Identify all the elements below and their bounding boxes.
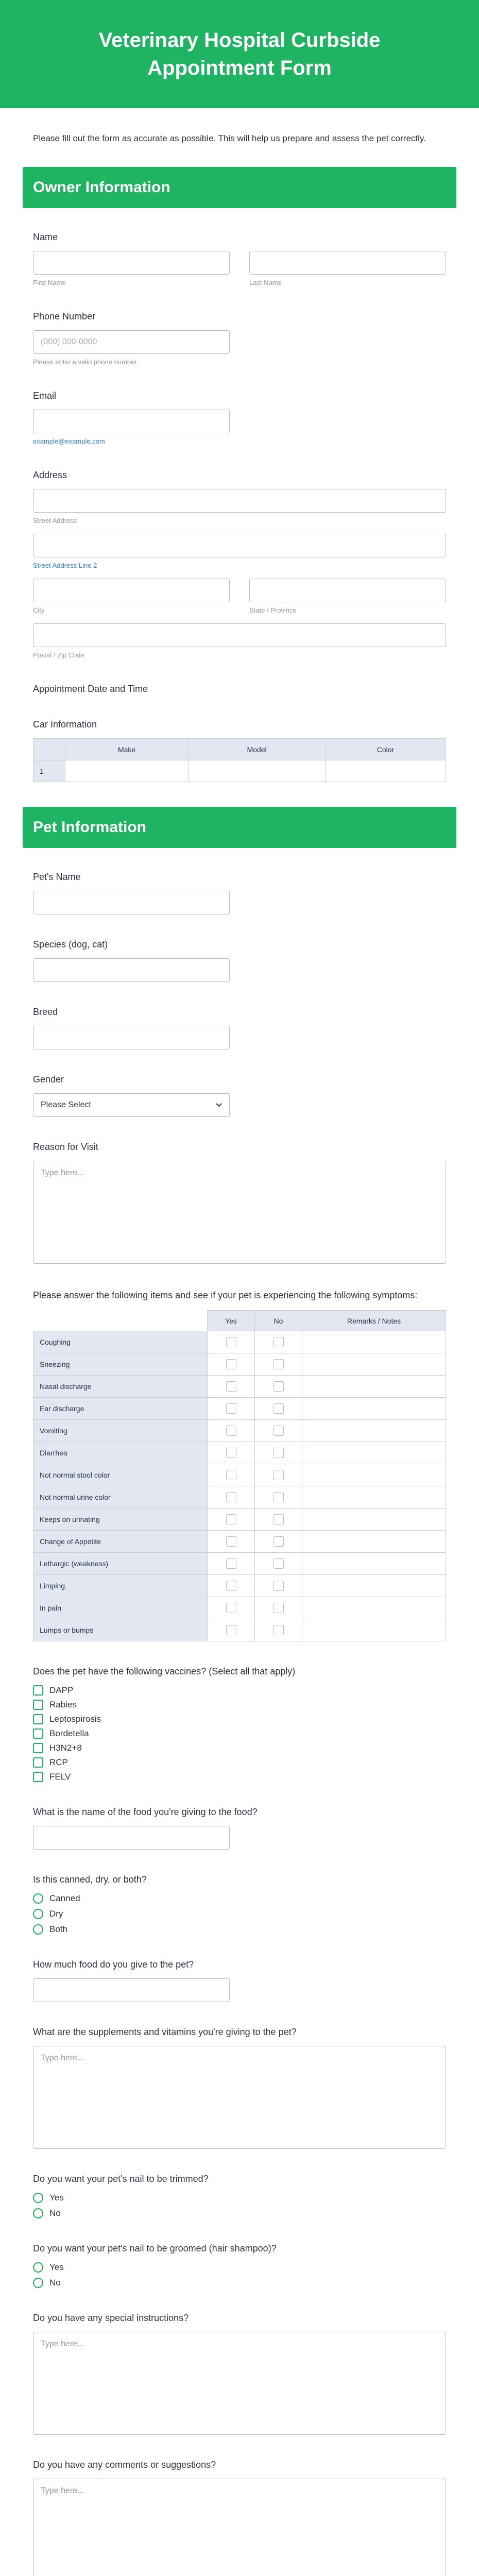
symptom-remarks-cell[interactable] xyxy=(302,1575,446,1597)
pet-section xyxy=(0,872,479,2576)
symptom-yes-checkbox[interactable] xyxy=(226,1448,236,1458)
vaccine-checkbox[interactable] xyxy=(33,1772,43,1782)
breed-field xyxy=(33,1007,446,1049)
symptom-yes-cell xyxy=(208,1353,255,1376)
car-column-color: Color xyxy=(325,739,446,760)
symptom-no-checkbox[interactable] xyxy=(273,1558,284,1569)
symptom-no-cell xyxy=(255,1486,302,1509)
vaccines-label: Does the pet have the following vaccines? (Select all that apply) xyxy=(33,1666,296,1677)
symptom-yes-cell xyxy=(208,1376,255,1398)
symptom-no-cell xyxy=(255,1553,302,1575)
symptom-no-checkbox[interactable] xyxy=(273,1359,284,1369)
symptom-label: Not normal urine color xyxy=(33,1486,208,1509)
radio-option[interactable] xyxy=(33,1909,446,1919)
vaccine-option[interactable] xyxy=(33,1685,446,1696)
symptom-yes-cell xyxy=(208,1619,255,1641)
symptom-yes-checkbox[interactable] xyxy=(226,1581,236,1591)
symptom-yes-cell xyxy=(208,1575,255,1597)
symptom-yes-checkbox[interactable] xyxy=(226,1381,236,1392)
vaccine-checkbox[interactable] xyxy=(33,1728,43,1739)
food-type-options xyxy=(33,1893,446,1935)
species-input[interactable] xyxy=(33,958,230,982)
symptom-yes-checkbox[interactable] xyxy=(226,1470,236,1480)
vaccine-checkbox[interactable] xyxy=(33,1714,43,1724)
symptom-remarks-cell[interactable] xyxy=(302,1486,446,1509)
nail-trim-field xyxy=(33,2174,446,2218)
car-info-label: Car Information xyxy=(33,719,97,730)
last-name-input[interactable] xyxy=(249,251,446,275)
radio-button[interactable] xyxy=(33,1924,43,1935)
symptom-no-cell xyxy=(255,1575,302,1597)
last-name-sublabel: Last Name xyxy=(249,279,282,287)
comments-textarea[interactable]: Type here... xyxy=(33,2479,446,2576)
radio-option-label: Yes xyxy=(49,2262,64,2273)
symptom-yes-cell xyxy=(208,1464,255,1486)
symptom-remarks-cell[interactable] xyxy=(302,1331,446,1353)
pet-name-field xyxy=(33,872,446,914)
radio-option[interactable] xyxy=(33,2262,446,2273)
owner-section-header xyxy=(23,167,456,208)
comments-label: Do you have any comments or suggestions? xyxy=(33,2460,216,2470)
symptom-remarks-cell[interactable] xyxy=(302,1398,446,1420)
symptom-no-checkbox[interactable] xyxy=(273,1603,284,1613)
vaccine-option[interactable] xyxy=(33,1772,446,1782)
symptom-no-checkbox[interactable] xyxy=(273,1625,284,1635)
symptom-yes-checkbox[interactable] xyxy=(226,1337,236,1347)
vaccine-option[interactable] xyxy=(33,1728,446,1739)
groom-label: Do you want your pet's nail to be groomed (hair shampoo)? xyxy=(33,2243,277,2254)
species-label: Species (dog, cat) xyxy=(33,939,108,950)
table-row xyxy=(33,1464,446,1486)
phone-field xyxy=(33,311,446,366)
appointment-label: Appointment Date and Time xyxy=(33,684,148,694)
table-row xyxy=(33,1553,446,1575)
symptom-no-checkbox[interactable] xyxy=(273,1536,284,1547)
city-sublabel: City xyxy=(33,606,45,615)
symptom-yes-checkbox[interactable] xyxy=(226,1426,236,1436)
symptom-yes-cell xyxy=(208,1486,255,1509)
vaccine-options xyxy=(33,1685,446,1782)
symptom-no-cell xyxy=(255,1509,302,1531)
symptom-no-checkbox[interactable] xyxy=(273,1514,284,1524)
state-input[interactable] xyxy=(249,579,446,602)
first-name-sublabel: First Name xyxy=(33,279,66,287)
symptom-label: Ear discharge xyxy=(33,1398,208,1420)
symptom-no-cell xyxy=(255,1376,302,1398)
symptom-label: Lumps or bumps xyxy=(33,1619,208,1641)
car-color-cell[interactable] xyxy=(325,760,446,782)
symptom-remarks-cell[interactable] xyxy=(302,1420,446,1442)
table-row xyxy=(33,1442,446,1464)
symptom-yes-cell xyxy=(208,1531,255,1553)
name-field xyxy=(33,232,446,286)
symptom-remarks-cell[interactable] xyxy=(302,1353,446,1376)
symptom-no-checkbox[interactable] xyxy=(273,1492,284,1502)
form-header xyxy=(0,0,479,108)
city-input[interactable] xyxy=(33,579,230,602)
symptom-label: Not normal stool color xyxy=(33,1464,208,1486)
vaccine-option[interactable] xyxy=(33,1700,446,1710)
radio-button[interactable] xyxy=(33,2208,43,2218)
special-instructions-label: Do you have any special instructions? xyxy=(33,2313,189,2324)
radio-option[interactable] xyxy=(33,2193,446,2203)
species-field xyxy=(33,939,446,982)
symptoms-label: Please answer the following items and see if your pet is experiencing the following symptoms: xyxy=(33,1290,418,1301)
groom-options xyxy=(33,2262,446,2288)
symptom-no-cell xyxy=(255,1331,302,1353)
radio-option[interactable] xyxy=(33,2208,446,2218)
symptoms-table xyxy=(33,1310,446,1641)
table-row xyxy=(33,1619,446,1641)
phone-sublabel: Please enter a valid phone number. xyxy=(33,358,139,366)
reason-label: Reason for Visit xyxy=(33,1142,98,1153)
street-address-2-sublabel: Street Address Line 2 xyxy=(33,562,97,570)
car-column-model: Model xyxy=(189,739,326,760)
owner-section-title: Owner Information xyxy=(33,179,170,196)
form-intro: Please fill out the form as accurate as possible. This will help us prepare and assess the pet correctly. xyxy=(33,133,426,143)
pet-name-label: Pet's Name xyxy=(33,872,81,883)
radio-option[interactable] xyxy=(33,2278,446,2288)
symptoms-col-yes: Yes xyxy=(208,1311,255,1331)
gender-select[interactable] xyxy=(33,1093,230,1117)
postal-code-input[interactable] xyxy=(33,623,446,647)
appointment-field xyxy=(33,684,446,694)
symptom-remarks-cell[interactable] xyxy=(302,1464,446,1486)
supplements-field xyxy=(33,2027,446,2149)
symptom-remarks-cell[interactable] xyxy=(302,1376,446,1398)
vaccine-checkbox[interactable] xyxy=(33,1743,43,1753)
food-name-label: What is the name of the food you're giving to the food? xyxy=(33,1807,258,1818)
nail-trim-options xyxy=(33,2193,446,2218)
table-row xyxy=(33,1376,446,1398)
symptom-yes-checkbox[interactable] xyxy=(226,1603,236,1613)
symptom-yes-checkbox[interactable] xyxy=(226,1558,236,1569)
vaccine-option[interactable] xyxy=(33,1714,446,1724)
car-row-label: 1 xyxy=(33,760,65,782)
symptom-label: Nasal discharge xyxy=(33,1376,208,1398)
symptom-yes-checkbox[interactable] xyxy=(226,1492,236,1502)
car-make-cell[interactable] xyxy=(65,760,189,782)
vaccine-option-label: H3N2+8 xyxy=(49,1743,82,1753)
owner-section xyxy=(0,232,479,807)
pet-name-input[interactable] xyxy=(33,891,230,914)
street-address-input[interactable] xyxy=(33,489,446,513)
table-row xyxy=(33,1420,446,1442)
vaccine-option-label: RCP xyxy=(49,1757,68,1768)
food-type-field xyxy=(33,1874,446,1935)
symptom-no-checkbox[interactable] xyxy=(273,1448,284,1458)
email-label: Email xyxy=(33,391,57,401)
email-sublabel: example@example.com xyxy=(33,437,105,446)
radio-option-label: Both xyxy=(49,1924,67,1935)
special-instructions-textarea[interactable]: Type here... xyxy=(33,2332,446,2435)
pet-section-header xyxy=(23,807,456,848)
symptom-yes-checkbox[interactable] xyxy=(226,1403,236,1414)
symptom-no-cell xyxy=(255,1398,302,1420)
symptom-label: Keeps on urinating xyxy=(33,1509,208,1531)
radio-option-label: Yes xyxy=(49,2193,64,2203)
symptom-remarks-cell[interactable] xyxy=(302,1619,446,1641)
phone-input[interactable]: (000) 000-0000 xyxy=(33,330,230,354)
symptom-yes-checkbox[interactable] xyxy=(226,1359,236,1369)
reason-textarea[interactable]: Type here... xyxy=(33,1161,446,1264)
table-row xyxy=(33,1597,446,1619)
vaccine-option[interactable] xyxy=(33,1743,446,1753)
food-amount-field xyxy=(33,1959,446,2002)
car-column-make: Make xyxy=(65,739,189,760)
table-row xyxy=(33,1509,446,1531)
postal-code-sublabel: Postal / Zip Code xyxy=(33,651,84,659)
nail-trim-label: Do you want your pet's nail to be trimmed? xyxy=(33,2174,209,2184)
symptom-label: Change of Appetite xyxy=(33,1531,208,1553)
special-instructions-field xyxy=(33,2313,446,2435)
radio-option[interactable] xyxy=(33,1893,446,1904)
symptom-label: Coughing xyxy=(33,1331,208,1353)
symptom-yes-cell xyxy=(208,1442,255,1464)
food-amount-input[interactable] xyxy=(33,1978,230,2002)
radio-option-label: No xyxy=(49,2208,61,2218)
symptom-label: Vomiting xyxy=(33,1420,208,1442)
symptom-yes-checkbox[interactable] xyxy=(226,1625,236,1635)
radio-button[interactable] xyxy=(33,2262,43,2273)
email-field xyxy=(33,391,446,445)
car-info-table xyxy=(33,738,446,782)
form-title: Veterinary Hospital Curbside Appointment Form xyxy=(98,29,381,79)
symptom-yes-checkbox[interactable] xyxy=(226,1536,236,1547)
symptom-no-checkbox[interactable] xyxy=(273,1337,284,1347)
gender-label: Gender xyxy=(33,1074,64,1085)
symptom-label: Sneezing xyxy=(33,1353,208,1376)
symptom-remarks-cell[interactable] xyxy=(302,1531,446,1553)
table-row xyxy=(33,1331,446,1353)
gender-select-value: Please Select xyxy=(41,1100,91,1110)
chevron-down-icon xyxy=(216,1103,222,1107)
symptom-no-checkbox[interactable] xyxy=(273,1403,284,1414)
symptom-remarks-cell[interactable] xyxy=(302,1597,446,1619)
symptoms-col-remarks: Remarks / Notes xyxy=(302,1311,446,1331)
food-type-label: Is this canned, dry, or both? xyxy=(33,1874,147,1885)
address-label: Address xyxy=(33,470,67,481)
radio-option-label: No xyxy=(49,2278,61,2288)
symptom-remarks-cell[interactable] xyxy=(302,1442,446,1464)
symptom-yes-cell xyxy=(208,1509,255,1531)
symptom-no-cell xyxy=(255,1597,302,1619)
table-row xyxy=(33,1353,446,1376)
name-label: Name xyxy=(33,232,58,243)
radio-option[interactable] xyxy=(33,1924,446,1935)
symptoms-corner xyxy=(33,1311,208,1331)
food-amount-label: How much food do you give to the pet? xyxy=(33,1959,194,1970)
breed-label: Breed xyxy=(33,1007,58,1018)
symptom-label: Lethargic (weakness) xyxy=(33,1553,208,1575)
vaccine-checkbox[interactable] xyxy=(33,1757,43,1768)
comments-field xyxy=(33,2460,446,2576)
table-row xyxy=(33,1575,446,1597)
phone-label: Phone Number xyxy=(33,311,96,322)
symptom-no-cell xyxy=(255,1464,302,1486)
symptoms-field xyxy=(33,1289,446,1641)
food-name-input[interactable] xyxy=(33,1826,230,1850)
gender-field xyxy=(33,1074,446,1117)
symptom-remarks-cell[interactable] xyxy=(302,1509,446,1531)
vaccine-option[interactable] xyxy=(33,1757,446,1768)
groom-field xyxy=(33,2243,446,2288)
symptom-yes-cell xyxy=(208,1597,255,1619)
food-name-field xyxy=(33,1807,446,1850)
car-table-corner xyxy=(33,739,65,760)
symptom-label: Limping xyxy=(33,1575,208,1597)
symptom-yes-checkbox[interactable] xyxy=(226,1514,236,1524)
symptom-no-cell xyxy=(255,1619,302,1641)
symptom-yes-cell xyxy=(208,1398,255,1420)
symptom-remarks-cell[interactable] xyxy=(302,1553,446,1575)
symptom-no-cell xyxy=(255,1531,302,1553)
vaccine-checkbox[interactable] xyxy=(33,1700,43,1710)
vaccine-option-label: Rabies xyxy=(49,1700,77,1710)
symptom-no-cell xyxy=(255,1420,302,1442)
symptom-label: Diarrhea xyxy=(33,1442,208,1464)
table-row xyxy=(33,1486,446,1509)
street-address-2-input[interactable] xyxy=(33,534,446,557)
radio-button[interactable] xyxy=(33,1909,43,1919)
table-row xyxy=(33,1398,446,1420)
supplements-textarea[interactable]: Type here... xyxy=(33,2046,446,2149)
vaccine-option-label: FELV xyxy=(49,1772,71,1782)
vaccines-field xyxy=(33,1666,446,1782)
radio-option-label: Dry xyxy=(49,1909,63,1919)
radio-button[interactable] xyxy=(33,1893,43,1904)
address-field xyxy=(33,470,446,659)
vaccine-checkbox[interactable] xyxy=(33,1685,43,1696)
state-sublabel: State / Province xyxy=(249,606,297,615)
supplements-label: What are the supplements and vitamins you're giving to the pet? xyxy=(33,2027,297,2038)
symptom-yes-cell xyxy=(208,1553,255,1575)
radio-option-label: Canned xyxy=(49,1893,80,1904)
car-model-cell[interactable] xyxy=(189,760,326,782)
radio-button[interactable] xyxy=(33,2278,43,2288)
symptom-yes-cell xyxy=(208,1331,255,1353)
symptom-no-checkbox[interactable] xyxy=(273,1470,284,1480)
vaccine-option-label: Bordetella xyxy=(49,1728,89,1739)
table-row xyxy=(33,760,446,782)
table-row xyxy=(33,1531,446,1553)
symptom-no-checkbox[interactable] xyxy=(273,1381,284,1392)
symptom-no-checkbox[interactable] xyxy=(273,1581,284,1591)
street-address-sublabel: Street Address xyxy=(33,517,77,525)
radio-button[interactable] xyxy=(33,2193,43,2203)
symptom-no-cell xyxy=(255,1353,302,1376)
email-input[interactable] xyxy=(33,410,230,433)
car-info-field xyxy=(33,719,446,782)
symptom-no-cell xyxy=(255,1442,302,1464)
vaccine-option-label: DAPP xyxy=(49,1685,74,1696)
symptoms-col-no: No xyxy=(255,1311,302,1331)
symptom-no-checkbox[interactable] xyxy=(273,1426,284,1436)
symptom-label: In pain xyxy=(33,1597,208,1619)
breed-input[interactable] xyxy=(33,1026,230,1049)
pet-section-title: Pet Information xyxy=(33,819,147,836)
vaccine-option-label: Leptospirosis xyxy=(49,1714,101,1724)
first-name-input[interactable] xyxy=(33,251,230,275)
reason-field xyxy=(33,1142,446,1264)
symptom-yes-cell xyxy=(208,1420,255,1442)
